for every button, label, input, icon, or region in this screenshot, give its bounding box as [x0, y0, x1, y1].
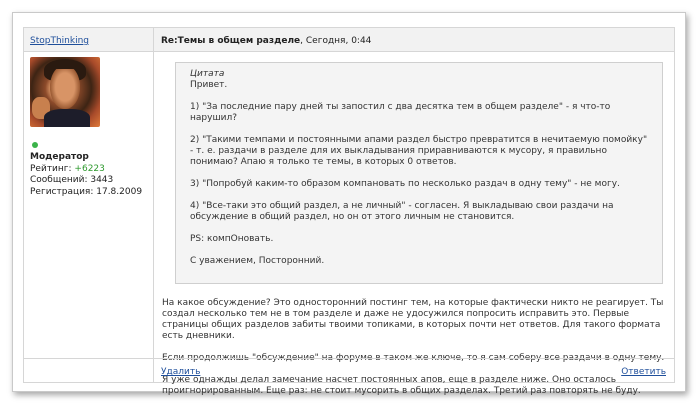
quote-line: 1) "За последние пару дней ты запостил с два десятка тем в общем разделе" - я что-то нарушил? [190, 102, 611, 123]
user-panel [24, 52, 154, 358]
quote-line: Привет. [190, 80, 228, 90]
rating-value: +6223 [74, 163, 105, 174]
post-author-cell [24, 28, 154, 51]
reply-link[interactable]: Ответить [621, 367, 666, 377]
quote-label: Цитата [190, 69, 225, 79]
user-rating [30, 164, 142, 176]
quote-line: PS: компОновать. [190, 234, 274, 244]
post-date: , Сегодня, 0:44 [300, 36, 372, 46]
delete-link[interactable]: Удалить [161, 367, 201, 377]
author-link[interactable]: StopThinking [30, 36, 89, 46]
user-info [30, 152, 142, 198]
rating-label: Рейтинг: [30, 163, 75, 174]
quote-block [175, 62, 663, 284]
message-paragraph: Если продолжишь "обсуждение" на форуме в таком же ключе, то я сам соберу все раздачи в одну тему. [162, 353, 665, 363]
forum-post [23, 27, 675, 396]
quote-line: С уважением, Посторонний. [190, 256, 325, 266]
post-title: Re:Темы в общем разделе [161, 36, 301, 46]
quote-line: 2) "Такими темпами и постоянными апами раздел быстро превратится в нечитаемую помойку" - т. е. раздачи в разделе для их выкладывания приравниваются к мусору, я правильно понимаю? Апаю я только те темы, в которых 0 ответов. [190, 135, 648, 167]
message-body [162, 298, 667, 408]
footer-left-cell [24, 359, 154, 383]
user-role: Модератор [30, 152, 89, 162]
avatar[interactable] [30, 57, 100, 127]
post-footer [24, 358, 674, 383]
online-status-icon [32, 142, 38, 148]
post-title-line [161, 36, 371, 46]
quote-line: 4) "Все-таки это общий раздел, а не личный" - согласен. Я выкладываю свои раздачи на обсуждение в общий раздел, но он от этого личным не становится. [190, 201, 614, 222]
message-paragraph: Я уже однажды делал замечание насчет постоянных апов, еще в разделе ниже. Оно осталось проигнорированным. Еще раз: не стоит мусорить в общих разделах. Третий раз повторять не буду. [162, 375, 641, 396]
message-paragraph: На какое обсуждение? Это односторонний постинг тем, на которые фактически никто не реагирует. Ты создал несколько тем не в том разделе и даже не удосужился попросить исправить это. Первые страницы общих разделов забиты твоими топиками, в которых почти нет ответов. Для такого формата есть дневники. [162, 298, 664, 341]
post-header [24, 28, 674, 52]
user-registered: Регистрация: 17.8.2009 [30, 186, 143, 197]
quote-line: 3) "Попробуй каким-то образом компановать по несколько раздач в одну тему" - не могу. [190, 179, 620, 189]
user-messages: Сообщений: 3443 [30, 175, 114, 185]
screenshot-frame [12, 12, 686, 396]
